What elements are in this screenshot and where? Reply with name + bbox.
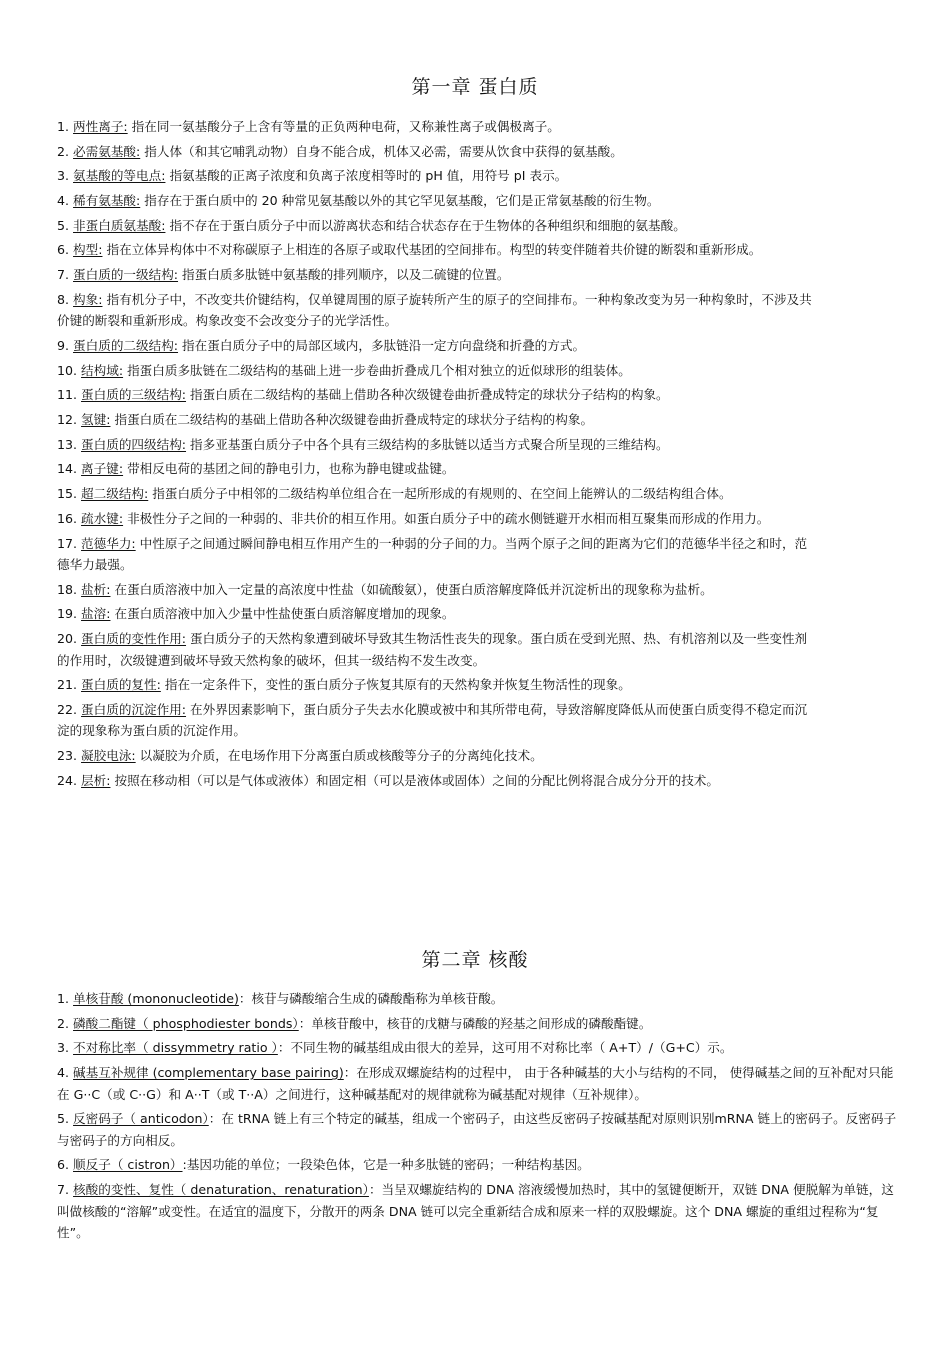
definition-item bbox=[57, 335, 817, 357]
definition-item bbox=[57, 533, 817, 576]
item-number: 8. bbox=[57, 291, 70, 307]
term-label: 盐析: bbox=[81, 581, 111, 597]
definition-item bbox=[57, 190, 817, 212]
definition-text: 在蛋白质溶液中加入少量中性盐使蛋白质溶解度增加的现象。 bbox=[110, 606, 455, 622]
definition-item bbox=[57, 165, 817, 187]
definition-item bbox=[57, 458, 817, 480]
item-number: 17. bbox=[57, 535, 78, 551]
definition-item bbox=[57, 239, 817, 261]
definition-text: ：不同生物的碱基组成由很大的差异，这可用不对称比率（ A+T）/（G+C）示。 bbox=[277, 1040, 733, 1056]
chapter-1-term-list bbox=[57, 116, 817, 795]
definition-text: 指蛋白质在二级结构的基础上借助各种次级键卷曲折叠成特定的球状分子结构的构象。 bbox=[110, 412, 594, 428]
term-label: 稀有氨基酸: bbox=[73, 193, 141, 209]
item-number: 9. bbox=[57, 338, 70, 353]
definition-text: ：当呈双螺旋结构的 DNA 溶液缓慢加热时，其中的氢键便断开，双链 DNA 便脱解为单链，这叫做核酸的“溶解”或变性。在适宜的温度下，分散开的两条 DNA 链可以完全重新结合成和原来一样的双股螺旋。这个 DNA 螺旋的重组过程称为“复性”。 bbox=[57, 1182, 894, 1241]
definition-text: 指蛋白质多肽链在二级结构的基础上进一步卷曲折叠成几个相对独立的近似球形的组装体。 bbox=[123, 362, 631, 378]
definition-text: 带相反电荷的基团之间的静电引力，也称为静电键或盐键。 bbox=[123, 461, 455, 477]
item-number: 15. bbox=[57, 486, 78, 502]
definition-text: 在蛋白质溶液中加入一定量的高浓度中性盐（如硫酸氨），使蛋白质溶解度降低并沉淀析出的现象称为盐析。 bbox=[110, 581, 713, 597]
definition-item bbox=[57, 289, 817, 332]
term-label: 氢键: bbox=[81, 412, 111, 428]
definition-text: 指存在于蛋白质中的 20 种常见氨基酸以外的其它罕见氨基酸，它们是正常氨基酸的衍生物。 bbox=[140, 193, 660, 209]
chapter-2-title: 第二章 核酸 bbox=[421, 949, 529, 971]
item-number: 22. bbox=[57, 701, 78, 717]
term-label: 离子键: bbox=[81, 461, 124, 477]
definition-text: 蛋白质分子的天然构象遭到破坏导致其生物活性丧失的现象。蛋白质在受到光照、热、有机溶剂以及一些变性剂的作用时，次级键遭到破坏导致天然构象的破坏，但其一级结构不发生改变。 bbox=[57, 631, 808, 668]
term-label: 蛋白质的四级结构: bbox=[81, 436, 187, 452]
term-label: 非蛋白质氨基酸: bbox=[73, 217, 166, 233]
term-label: 构象: bbox=[73, 291, 103, 307]
chapter-2-term-list bbox=[57, 988, 897, 1247]
definition-text: 指蛋白质分子中相邻的二级结构单位组合在一起所形成的有规则的、在空间上能辨认的二级结构组合体。 bbox=[148, 486, 732, 502]
definition-item bbox=[57, 1037, 897, 1059]
definition-item bbox=[57, 264, 817, 286]
definition-text: 中性原子之间通过瞬间静电相互作用产生的一种弱的分子间的力。当两个原子之间的距离为它们的范德华半径之和时，范德华力最强。 bbox=[57, 535, 808, 572]
definition-text: ：核苷与磷酸缩合生成的磷酸酯称为单核苷酸。 bbox=[238, 991, 504, 1006]
term-label: 磷酸二酯键（ phosphodiester bonds） bbox=[73, 1015, 299, 1031]
item-number: 4. bbox=[57, 1065, 70, 1081]
term-label: 碱基互补规律 (complementary base pairing) bbox=[73, 1065, 344, 1081]
definition-item bbox=[57, 508, 817, 530]
item-number: 3. bbox=[57, 168, 70, 184]
definition-text: 指在同一氨基酸分子上含有等量的正负两种电荷，又称兼性离子或偶极离子。 bbox=[127, 119, 560, 134]
item-number: 2. bbox=[57, 1015, 70, 1031]
item-number: 10. bbox=[57, 362, 78, 378]
item-number: 18. bbox=[57, 581, 78, 597]
definition-text: ：单核苷酸中，核苷的戊糖与磷酸的羟基之间形成的磷酸酯键。 bbox=[298, 1015, 652, 1031]
item-number: 1. bbox=[57, 119, 70, 134]
definition-item bbox=[57, 483, 817, 505]
item-number: 4. bbox=[57, 193, 70, 209]
definition-text: 在外界因素影响下，蛋白质分子失去水化膜或被中和其所带电荷，导致溶解度降低从而使蛋白质变得不稳定而沉淀的现象称为蛋白质的沉淀作用。 bbox=[57, 701, 808, 739]
term-label: 凝胶电泳: bbox=[81, 748, 136, 764]
definition-item bbox=[57, 1179, 897, 1244]
item-number: 5. bbox=[57, 217, 70, 233]
definition-item bbox=[57, 1154, 897, 1176]
item-number: 14. bbox=[57, 461, 78, 477]
definition-text: ：在形成双螺旋结构的过程中， 由于各种碱基的大小与结构的不同， 使得碱基之间的互补配对只能在 G··C（或 C··G）和 A··T（或 T··A）之间进行，这种碱基配对的规律就称为碱基配对规律（互补规律）。 bbox=[57, 1065, 894, 1102]
definition-item bbox=[57, 770, 817, 792]
definition-text: 指在蛋白质分子中的局部区域内，多肽链沿一定方向盘绕和折叠的方式。 bbox=[178, 338, 586, 353]
item-number: 21. bbox=[57, 677, 78, 693]
definition-text: 以凝胶为介质，在电场作用下分离蛋白质或核酸等分子的分离纯化技术。 bbox=[135, 748, 543, 764]
term-label: 蛋白质的变性作用: bbox=[81, 631, 187, 647]
term-label: 蛋白质的一级结构: bbox=[73, 267, 179, 283]
definition-text: 指在一定条件下，变性的蛋白质分子恢复其原有的天然构象并恢复生物活性的现象。 bbox=[160, 677, 631, 693]
item-number: 11. bbox=[57, 387, 78, 403]
definition-item bbox=[57, 434, 817, 456]
definition-item bbox=[57, 116, 817, 138]
definition-item bbox=[57, 409, 817, 431]
definition-item bbox=[57, 745, 817, 767]
definition-item bbox=[57, 988, 897, 1010]
item-number: 7. bbox=[57, 1182, 70, 1198]
item-number: 5. bbox=[57, 1111, 70, 1127]
item-number: 6. bbox=[57, 242, 70, 258]
term-label: 蛋白质的二级结构: bbox=[73, 338, 179, 353]
definition-text: 指不存在于蛋白质分子中而以游离状态和结合状态存在于生物体的各种组织和细胞的氨基酸。 bbox=[165, 217, 686, 233]
term-label: 范德华力: bbox=[81, 535, 136, 551]
term-label: 顺反子（ cistron） bbox=[73, 1157, 183, 1173]
definition-text: 指蛋白质多肽链中氨基酸的排列顺序，以及二硫键的位置。 bbox=[178, 267, 510, 283]
definition-text: 指人体（和其它哺乳动物）自身不能合成，机体又必需，需要从饮食中获得的氨基酸。 bbox=[140, 143, 623, 159]
term-label: 不对称比率（ dissymmetry ratio ） bbox=[73, 1040, 278, 1056]
definition-item bbox=[57, 1108, 897, 1151]
definition-item bbox=[57, 1062, 897, 1105]
definition-item bbox=[57, 628, 817, 671]
item-number: 16. bbox=[57, 510, 78, 526]
chapter-1-title: 第一章 蛋白质 bbox=[411, 76, 539, 98]
definition-text: 指蛋白质在二级结构的基础上借助各种次级键卷曲折叠成特定的球状分子结构的构象。 bbox=[186, 387, 669, 403]
item-number: 12. bbox=[57, 412, 78, 428]
definition-text: 非极性分子之间的一种弱的、非共价的相互作用。如蛋白质分子中的疏水侧链避开水相而相互聚集而形成的作用力。 bbox=[123, 510, 770, 526]
term-label: 蛋白质的复性: bbox=[81, 677, 161, 693]
term-label: 蛋白质的沉淀作用: bbox=[81, 701, 187, 717]
definition-item bbox=[57, 1013, 897, 1035]
definition-item bbox=[57, 215, 817, 237]
term-label: 必需氨基酸: bbox=[73, 143, 141, 159]
item-number: 6. bbox=[57, 1157, 70, 1173]
definition-text: ：在 tRNA 链上有三个特定的碱基，组成一个密码子，由这些反密码子按碱基配对原则识别mRNA 链上的密码子。反密码子与密码子的方向相反。 bbox=[57, 1111, 897, 1148]
item-number: 24. bbox=[57, 772, 78, 788]
definition-item bbox=[57, 579, 817, 601]
term-label: 构型: bbox=[73, 242, 103, 258]
definition-item bbox=[57, 603, 817, 625]
term-label: 超二级结构: bbox=[81, 486, 149, 502]
definition-text: 按照在移动相（可以是气体或液体）和固定相（可以是液体或固体）之间的分配比例将混合成分分开的技术。 bbox=[110, 772, 719, 788]
term-label: 结构域: bbox=[81, 362, 124, 378]
definition-text: 指有机分子中，不改变共价键结构，仅单键周围的原子旋转所产生的原子的空间排布。一种构象改变为另一种构象时，不涉及共价键的断裂和重新形成。构象改变不会改变分子的光学活性。 bbox=[57, 291, 812, 329]
term-label: 反密码子（ anticodon） bbox=[73, 1111, 209, 1127]
term-label: 单核苷酸 (mononucleotide) bbox=[73, 991, 239, 1006]
term-label: 疏水键: bbox=[81, 510, 124, 526]
definition-item bbox=[57, 674, 817, 696]
item-number: 7. bbox=[57, 267, 70, 283]
definition-text: :基因功能的单位；一段染色体，它是一种多肽链的密码；一种结构基因。 bbox=[182, 1157, 590, 1173]
definition-item bbox=[57, 699, 817, 742]
definition-item bbox=[57, 360, 817, 382]
definition-text: 指在立体异构体中不对称碳原子上相连的各原子或取代基团的空间排布。构型的转变伴随着共价键的断裂和重新形成。 bbox=[102, 242, 762, 258]
term-label: 氨基酸的等电点: bbox=[73, 168, 166, 184]
definition-text: 指氨基酸的正离子浓度和负离子浓度相等时的 pH 值，用符号 pI 表示。 bbox=[165, 168, 568, 184]
term-label: 核酸的变性、复性（ denaturation、renaturation） bbox=[73, 1182, 369, 1198]
definition-item bbox=[57, 384, 817, 406]
item-number: 23. bbox=[57, 748, 78, 764]
definition-item bbox=[57, 141, 817, 163]
term-label: 蛋白质的三级结构: bbox=[81, 387, 187, 403]
item-number: 19. bbox=[57, 606, 78, 622]
item-number: 1. bbox=[57, 991, 70, 1006]
item-number: 20. bbox=[57, 631, 78, 647]
term-label: 两性离子: bbox=[73, 119, 128, 134]
term-label: 盐溶: bbox=[81, 606, 111, 622]
term-label: 层析: bbox=[81, 772, 111, 788]
definition-text: 指多亚基蛋白质分子中各个具有三级结构的多肽链以适当方式聚合所呈现的三维结构。 bbox=[186, 436, 669, 452]
item-number: 13. bbox=[57, 436, 78, 452]
item-number: 2. bbox=[57, 143, 70, 159]
item-number: 3. bbox=[57, 1040, 70, 1056]
